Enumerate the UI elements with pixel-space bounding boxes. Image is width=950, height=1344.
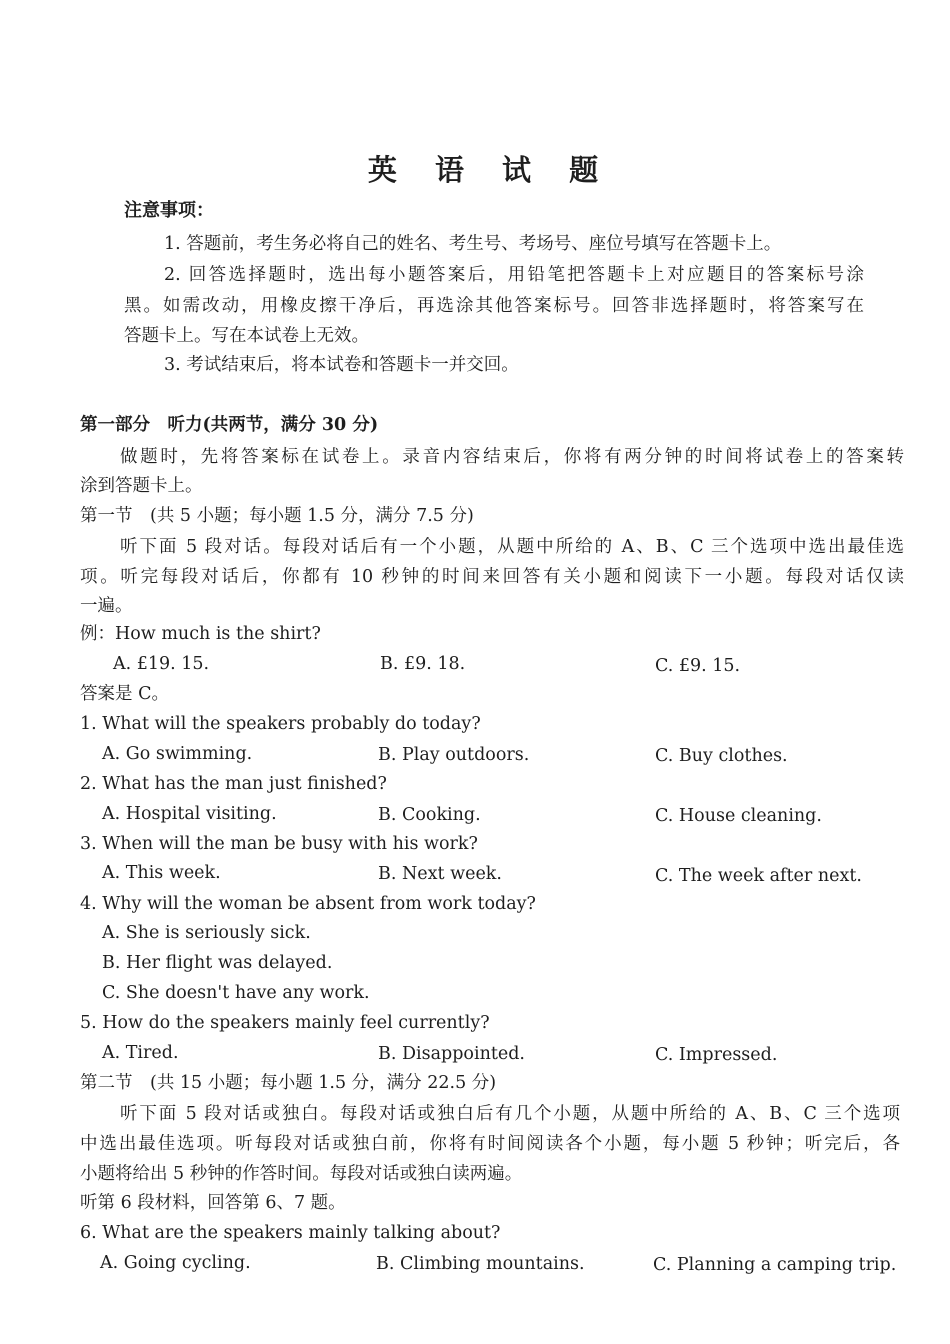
example-question: 例：How much is the shirt?: [80, 624, 321, 644]
page-title: 英 语 试 题: [367, 153, 613, 187]
material-6-instruction: 听第 6 段材料，回答第 6、7 题。: [80, 1193, 346, 1213]
question-2: 2. What has the man just finished?: [80, 774, 387, 794]
notice-item-1: 1. 答题前，考生务必将自己的姓名、考生号、考场号、座位号填写在答题卡上。: [164, 234, 782, 254]
section1-intro-line-1: 听下面 5 段对话。每段对话后有一个小题，从题中所给的 A、B、C 三个选项中选出最佳选: [120, 537, 904, 557]
example-option-c: C. £9. 15.: [655, 656, 741, 676]
question-1-option-a: A. Go swimming.: [102, 744, 253, 764]
notice-item-3: 3. 考试结束后，将本试卷和答题卡一并交回。: [164, 355, 519, 375]
question-1-option-c: C. Buy clothes.: [655, 746, 788, 766]
question-2-option-b: B. Cooking.: [378, 805, 481, 825]
section2-heading: 第二节 (共 15 小题；每小题 1.5 分，满分 22.5 分): [80, 1073, 497, 1093]
question-6-option-a: A. Going cycling.: [100, 1253, 251, 1273]
example-option-a: A. £19. 15.: [113, 654, 210, 674]
question-1-option-b: B. Play outdoors.: [378, 745, 530, 765]
question-5-option-a: A. Tired.: [102, 1043, 179, 1063]
question-5: 5. How do the speakers mainly feel currently?: [80, 1013, 490, 1033]
question-3-option-a: A. This week.: [102, 863, 221, 883]
notice-item-2-line-2: 黑。如需改动，用橡皮擦干净后，再选涂其他答案标号。回答非选择题时，将答案写在: [124, 296, 864, 316]
part1-heading: 第一部分 听力(共两节，满分 30 分): [80, 415, 379, 435]
section1-intro-line-2: 项。听完每段对话后，你都有 10 秒钟的时间来回答有关小题和阅读下一小题。每段对话仅读: [80, 567, 904, 587]
question-5-option-b: B. Disappointed.: [378, 1044, 525, 1064]
question-4-option-c: C. She doesn't have any work.: [102, 983, 370, 1003]
question-2-option-c: C. House cleaning.: [655, 806, 822, 826]
question-2-option-a: A. Hospital visiting.: [102, 804, 277, 824]
question-4-option-a: A. She is seriously sick.: [102, 923, 311, 943]
notice-item-2-line-3: 答题卡上。写在本试卷上无效。: [124, 326, 369, 346]
example-option-b: B. £9. 18.: [380, 654, 466, 674]
notice-heading: 注意事项：: [124, 200, 214, 221]
question-1: 1. What will the speakers probably do today?: [80, 714, 481, 734]
notice-item-2-line-1: 2. 回答选择题时，选出每小题答案后，用铅笔把答题卡上对应题目的答案标号涂: [164, 265, 864, 285]
section1-heading: 第一节 (共 5 小题；每小题 1.5 分，满分 7.5 分): [80, 506, 474, 526]
part1-intro-line-2: 涂到答题卡上。: [80, 476, 203, 496]
question-4: 4. Why will the woman be absent from work today?: [80, 894, 536, 914]
section1-intro-line-3: 一遍。: [80, 596, 133, 616]
section2-intro-line-3: 小题将给出 5 秒钟的作答时间。每段对话或独白读两遍。: [80, 1164, 523, 1184]
question-6-option-c: C. Planning a camping trip.: [653, 1255, 897, 1275]
section2-intro-line-1: 听下面 5 段对话或独白。每段对话或独白后有几个小题，从题中所给的 A、B、C 三个选项: [120, 1104, 900, 1124]
question-5-option-c: C. Impressed.: [655, 1045, 778, 1065]
question-3-option-c: C. The week after next.: [655, 866, 862, 886]
part1-intro-line-1: 做题时，先将答案标在试卷上。录音内容结束后，你将有两分钟的时间将试卷上的答案转: [120, 447, 904, 467]
question-4-option-b: B. Her flight was delayed.: [102, 953, 333, 973]
question-3-option-b: B. Next week.: [378, 864, 502, 884]
example-answer: 答案是 C。: [80, 684, 169, 704]
question-6-option-b: B. Climbing mountains.: [376, 1254, 585, 1274]
question-3: 3. When will the man be busy with his work?: [80, 834, 478, 854]
section2-intro-line-2: 中选出最佳选项。听每段对话或独白前，你将有时间阅读各个小题，每小题 5 秒钟；听完后，各: [80, 1134, 900, 1154]
question-6: 6. What are the speakers mainly talking about?: [80, 1223, 501, 1243]
